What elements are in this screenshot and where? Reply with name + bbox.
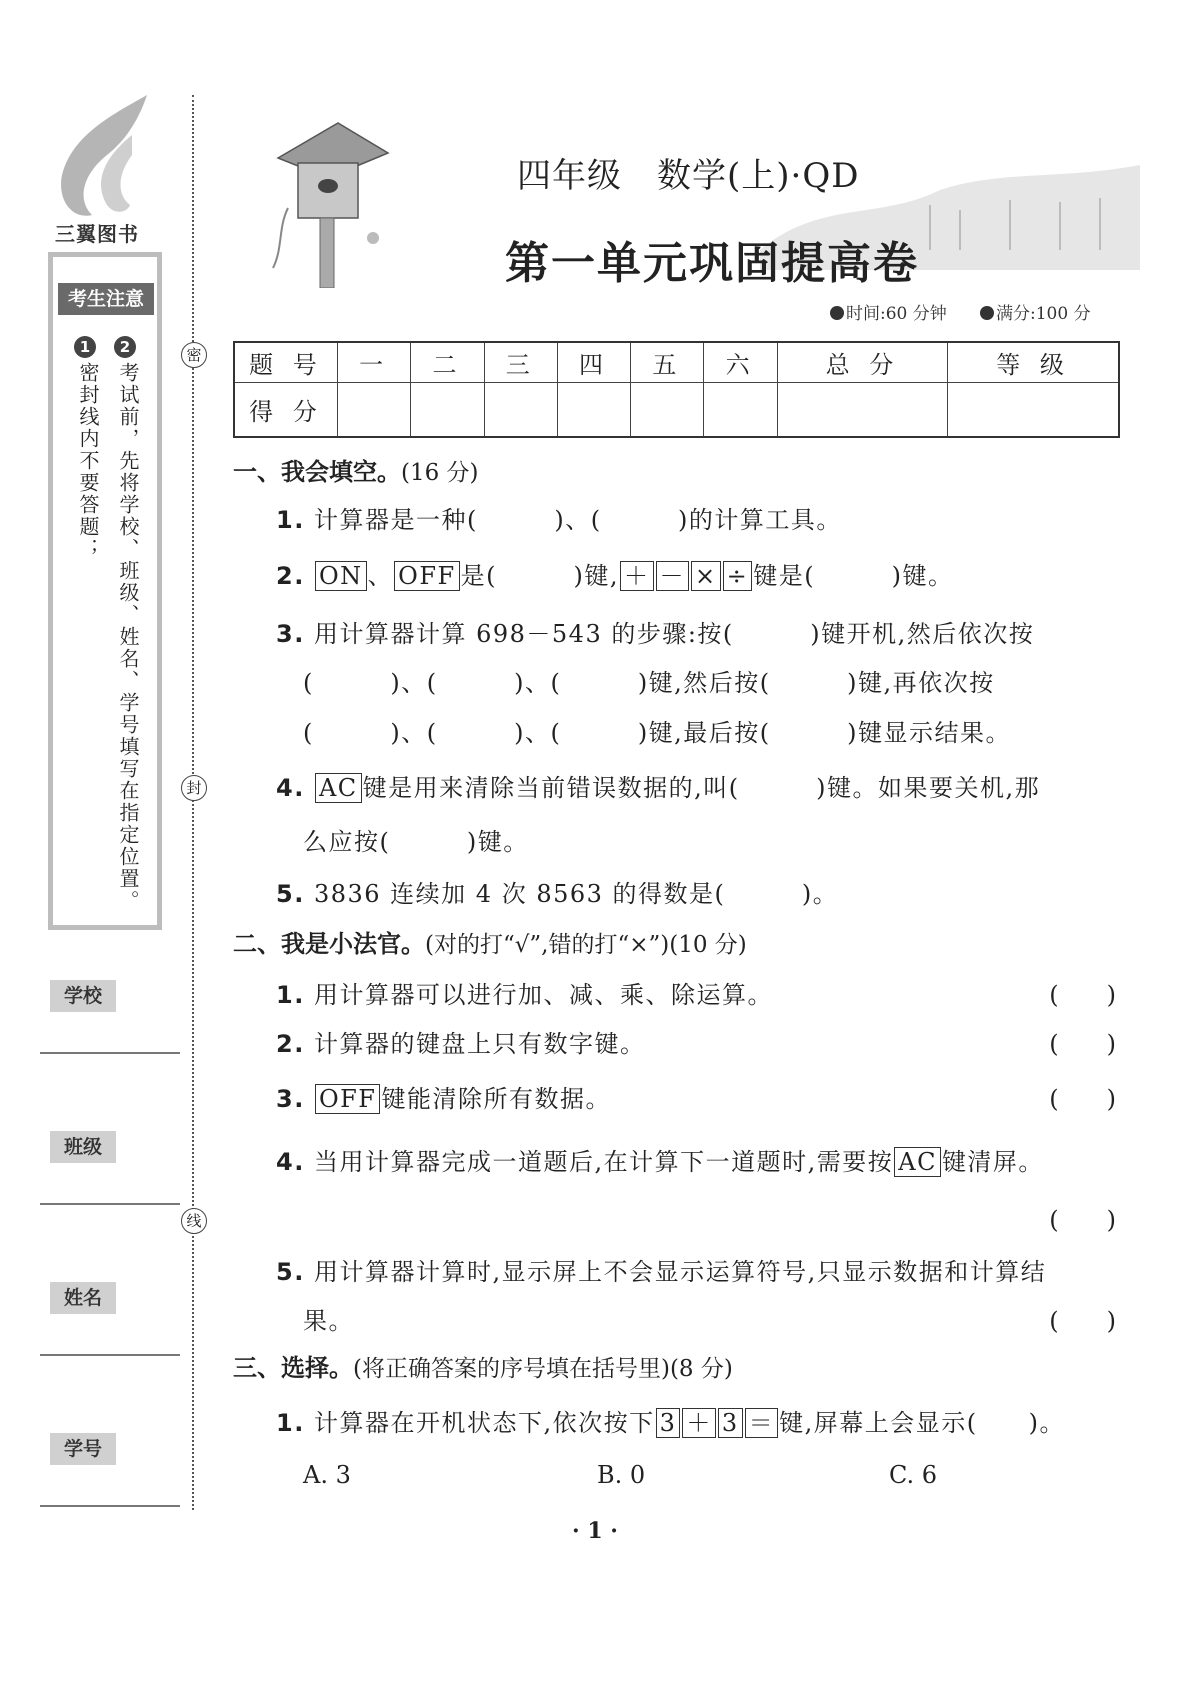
question-1-3-line3: ( )、( )、( )键,最后按( )键显示结果。 bbox=[303, 719, 1012, 747]
key-equals: ＝ bbox=[745, 1408, 779, 1438]
seal-mark: 封 bbox=[181, 775, 207, 801]
key-plus: ＋ bbox=[682, 1408, 716, 1438]
table-cell: 四 bbox=[557, 342, 630, 382]
table-cell: 题 号 bbox=[234, 342, 338, 382]
key-3: 3 bbox=[656, 1408, 681, 1438]
option-a[interactable]: A. 3 bbox=[303, 1461, 351, 1489]
score-cell[interactable] bbox=[484, 382, 557, 437]
question-1-5: 5. 3836 连续加 4 次 8563 的得数是( )。 bbox=[276, 880, 839, 908]
student-id-field[interactable] bbox=[40, 1505, 180, 1507]
question-2-5-line2: 果。 bbox=[303, 1307, 354, 1335]
notice-item-text: 考试前，先将学校、班级、姓名、学号填写在指定位置。 bbox=[116, 362, 140, 912]
key-3: 3 bbox=[718, 1408, 743, 1438]
question-1-1: 1. 计算器是一种( )、( )的计算工具。 bbox=[276, 506, 842, 534]
seal-mark: 线 bbox=[181, 1208, 207, 1234]
question-2-2: 2. 计算器的键盘上只有数字键。 bbox=[276, 1030, 646, 1058]
class-field[interactable] bbox=[40, 1203, 180, 1205]
score-info: 满分:100 分 bbox=[980, 299, 1091, 324]
exam-subtitle: 四年级 数学(上)·QD bbox=[517, 156, 860, 196]
answer-paren[interactable]: ( ) bbox=[1049, 981, 1116, 1009]
score-cell[interactable] bbox=[411, 382, 484, 437]
answer-paren[interactable]: ( ) bbox=[1049, 1030, 1116, 1058]
time-info: 时间:60 分钟 bbox=[830, 299, 947, 324]
option-c[interactable]: C. 6 bbox=[889, 1461, 938, 1489]
table-cell: 三 bbox=[484, 342, 557, 382]
key-on: ON bbox=[315, 561, 367, 591]
table-cell: 二 bbox=[411, 342, 484, 382]
key-off: OFF bbox=[315, 1084, 380, 1114]
notice-box bbox=[48, 252, 162, 930]
key-ac: AC bbox=[315, 773, 362, 803]
notice-item-1 bbox=[74, 336, 102, 560]
notice-item-2 bbox=[114, 336, 142, 922]
question-1-3-line2: ( )、( )、( )键,然后按( )键,再依次按 bbox=[303, 669, 995, 697]
score-table bbox=[233, 341, 1120, 438]
question-1-2: 2. ON 、 OFF 是( )键, ＋ － × ÷ 键是( )键。 bbox=[276, 562, 954, 590]
table-cell: 得 分 bbox=[234, 382, 338, 437]
page-number: · 1 · bbox=[572, 1518, 618, 1544]
class-label: 班级 bbox=[50, 1131, 116, 1163]
question-3-1: 1. 计算器在开机状态下,依次按下 3 ＋ 3 ＝ 键,屏幕上会显示( )。 bbox=[276, 1409, 1066, 1437]
score-cell[interactable] bbox=[777, 382, 947, 437]
key-ac: AC bbox=[894, 1147, 941, 1177]
answer-paren[interactable]: ( ) bbox=[1049, 1085, 1116, 1113]
key-times: × bbox=[691, 561, 721, 591]
score-cell[interactable] bbox=[631, 382, 704, 437]
birdhouse-illustration bbox=[258, 118, 398, 288]
clock-icon bbox=[830, 306, 844, 320]
student-id-label: 学号 bbox=[50, 1433, 116, 1465]
table-cell: 等 级 bbox=[948, 342, 1119, 382]
name-label: 姓名 bbox=[50, 1282, 116, 1314]
seal-mark: 密 bbox=[181, 342, 207, 368]
number-badge: 2 bbox=[114, 336, 136, 358]
key-divide: ÷ bbox=[723, 561, 753, 591]
table-cell: 五 bbox=[631, 342, 704, 382]
school-label: 学校 bbox=[50, 980, 116, 1012]
seal-line bbox=[192, 95, 194, 1510]
school-field[interactable] bbox=[40, 1052, 180, 1054]
key-minus: － bbox=[656, 561, 690, 591]
number-badge: 1 bbox=[74, 336, 96, 358]
score-cell[interactable] bbox=[338, 382, 411, 437]
table-cell: 一 bbox=[338, 342, 411, 382]
section-2-heading: 二、我是小法官。(对的打“√”,错的打“×”)(10 分) bbox=[233, 930, 747, 958]
question-2-4: 4. 当用计算器完成一道题后,在计算下一道题时,需要按 AC 键清屏。 bbox=[276, 1148, 1044, 1176]
question-1-4-line2: 么应按( )键。 bbox=[303, 828, 529, 856]
option-b[interactable]: B. 0 bbox=[597, 1461, 646, 1489]
answer-paren[interactable]: ( ) bbox=[1049, 1307, 1116, 1335]
key-off: OFF bbox=[394, 561, 459, 591]
name-field[interactable] bbox=[40, 1354, 180, 1356]
exam-title: 第一单元巩固提高卷 bbox=[505, 238, 919, 289]
score-table-header-row bbox=[234, 342, 1119, 382]
question-2-1: 1. 用计算器可以进行加、减、乘、除运算。 bbox=[276, 981, 773, 1009]
score-cell[interactable] bbox=[948, 382, 1119, 437]
table-cell: 总 分 bbox=[777, 342, 947, 382]
score-cell[interactable] bbox=[704, 382, 777, 437]
question-1-3: 3. 用计算器计算 698－543 的步骤:按( )键开机,然后依次按 bbox=[276, 620, 1035, 648]
question-2-3: 3. OFF 键能清除所有数据。 bbox=[276, 1085, 611, 1113]
question-1-4: 4. AC 键是用来清除当前错误数据的,叫( )键。如果要关机,那 bbox=[276, 774, 1041, 802]
question-2-5: 5. 用计算器计算时,显示屏上不会显示运算符号,只显示数据和计算结 bbox=[276, 1258, 1047, 1286]
score-cell[interactable] bbox=[557, 382, 630, 437]
check-icon bbox=[980, 306, 994, 320]
answer-paren[interactable]: ( ) bbox=[1049, 1206, 1116, 1234]
section-3-heading: 三、选择。(将正确答案的序号填在括号里)(8 分) bbox=[233, 1354, 733, 1382]
section-1-heading: 一、我会填空。(16 分) bbox=[233, 458, 479, 486]
notice-item-text: 密封线内不要答题； bbox=[76, 362, 100, 560]
score-table-score-row bbox=[234, 382, 1119, 437]
key-plus: ＋ bbox=[620, 561, 654, 591]
notice-title: 考生注意 bbox=[58, 283, 154, 315]
brand-logo-text: 三翼图书 bbox=[55, 222, 139, 246]
table-cell: 六 bbox=[704, 342, 777, 382]
